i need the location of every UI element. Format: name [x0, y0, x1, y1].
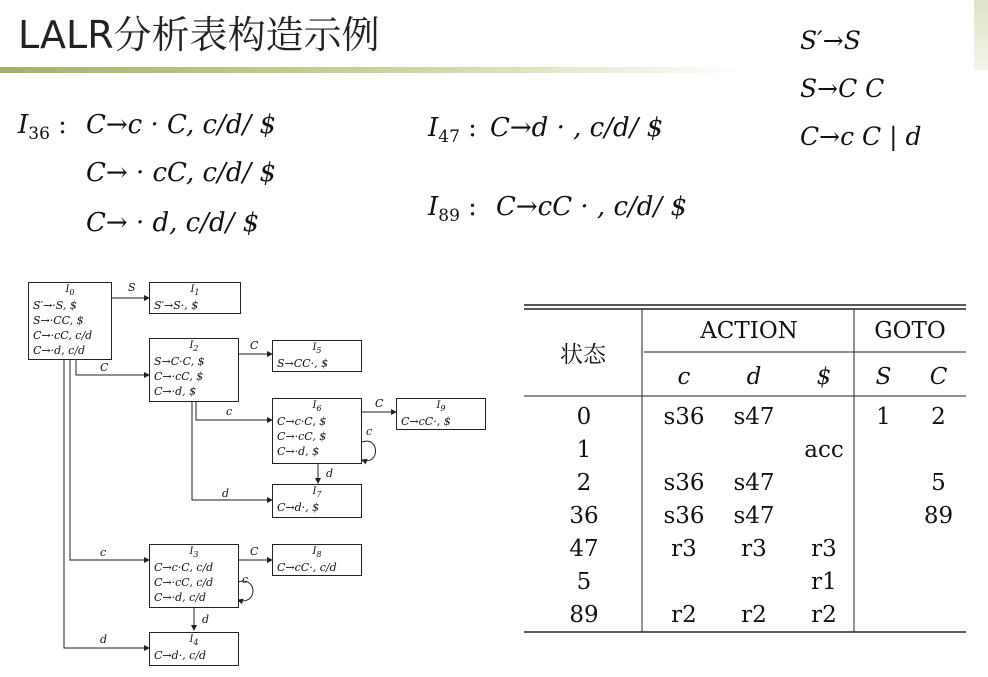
table-cell-action: r3	[741, 536, 767, 562]
table-cell-action: s47	[733, 470, 775, 496]
item-line: C→cC · , c/d/ $	[496, 192, 687, 222]
edge-label: C	[100, 361, 109, 374]
edge-label: C	[250, 545, 259, 558]
lr1-automaton	[0, 270, 500, 670]
state-i1: $I_1$ S′→S·, $	[149, 282, 241, 314]
edge-label: S	[128, 281, 136, 294]
edge-label: c	[242, 573, 249, 586]
corner-decoration	[974, 0, 988, 70]
table-cell-state: 5	[576, 569, 592, 595]
state-i7: $I_7$ C→d·, $	[272, 484, 362, 518]
grammar-rule: S→C C	[800, 74, 885, 103]
title-underline	[0, 67, 745, 73]
table-cell-action: s47	[733, 503, 775, 529]
table-cell-state: 89	[569, 602, 599, 628]
table-cell-state: 2	[576, 470, 592, 496]
table-cell-action: r2	[671, 602, 697, 628]
slide-title: LALR分析表构造示例	[18, 13, 380, 57]
table-cell-goto: 89	[923, 503, 954, 529]
item-line: C→ · cC, c/d/ $	[86, 158, 277, 188]
table-cell-action: s36	[663, 503, 705, 529]
table-cell-action: r2	[811, 602, 837, 628]
edge-i0-i3	[70, 358, 149, 560]
edge-i6-self	[362, 441, 376, 461]
edge-label: C	[375, 397, 384, 410]
item-set-label-47: $I_{47}$ :	[428, 113, 477, 148]
table-cell-action: r3	[811, 536, 837, 562]
table-cell-goto: 5	[931, 470, 946, 496]
edge-i0-i2	[76, 358, 149, 375]
table-cell-action: r2	[741, 602, 767, 628]
state-i8: $I_8$ C→cC·, c/d	[272, 544, 362, 576]
table-cell-action: s36	[663, 404, 705, 430]
table-cell-action: s36	[663, 470, 705, 496]
grammar-rule: C→c C | d	[800, 122, 922, 151]
state-i9: $I_9$ C→cC·, $	[396, 398, 486, 430]
item-line: C→c · C, c/d/ $	[86, 110, 277, 140]
item-set-label-36: $I_{36}$ :	[18, 110, 67, 145]
table-header-action: ACTION	[700, 318, 798, 344]
table-col-header: d	[746, 364, 762, 390]
edge-label: d	[326, 467, 334, 480]
edge-i0-i4	[64, 358, 149, 648]
edge-label: c	[366, 425, 373, 438]
table-cell-goto: 1	[876, 404, 891, 430]
state-i0: $I_0$ S′→·S, $ S→·CC, $ C→·cC, c/d C→·d, c/d	[28, 282, 112, 360]
edge-label: c	[100, 546, 107, 559]
table-col-header: $	[816, 364, 832, 390]
table-header-goto: GOTO	[874, 318, 946, 344]
edge-label: c	[226, 405, 233, 418]
table-cell-state: 36	[569, 503, 599, 529]
table-col-header: S	[875, 364, 892, 390]
table-col-header: C	[929, 364, 948, 390]
lalr-parse-table	[524, 304, 966, 634]
table-cell-action: acc	[804, 437, 844, 463]
table-cell-action: s47	[733, 404, 775, 430]
edge-label: d	[100, 633, 108, 646]
edge-label: C	[250, 339, 259, 352]
state-i4: $I_4$ C→d·, c/d	[149, 632, 239, 666]
table-cell-action: r3	[671, 536, 697, 562]
table-cell-state: 0	[576, 404, 592, 430]
edge-label: d	[222, 487, 230, 500]
item-line: C→d · , c/d/ $	[490, 113, 664, 143]
item-line: C→ · d, c/d/ $	[86, 208, 260, 238]
table-col-header: c	[677, 364, 691, 390]
table-cell-state: 47	[569, 536, 599, 562]
state-i6: $I_6$ C→c·C, $ C→·cC, $ C→·d, $	[272, 398, 362, 464]
grammar-rule: S′→S	[800, 26, 861, 55]
state-i2: $I_2$ S→C·C, $ C→·cC, $ C→·d, $	[149, 338, 239, 402]
table-cell-state: 1	[576, 437, 592, 463]
table-cell-action: r1	[811, 569, 837, 595]
table-cell-goto: 2	[931, 404, 946, 430]
state-i3: $I_3$ C→c·C, c/d C→·cC, c/d C→·d, c/d	[149, 544, 239, 608]
table-header-state: 状态	[560, 342, 606, 368]
edge-label: d	[202, 613, 210, 626]
edge-i2-i6	[196, 402, 272, 420]
item-set-label-89: $I_{89}$ :	[428, 192, 477, 227]
state-i5: $I_5$ S→CC·, $	[272, 340, 362, 372]
